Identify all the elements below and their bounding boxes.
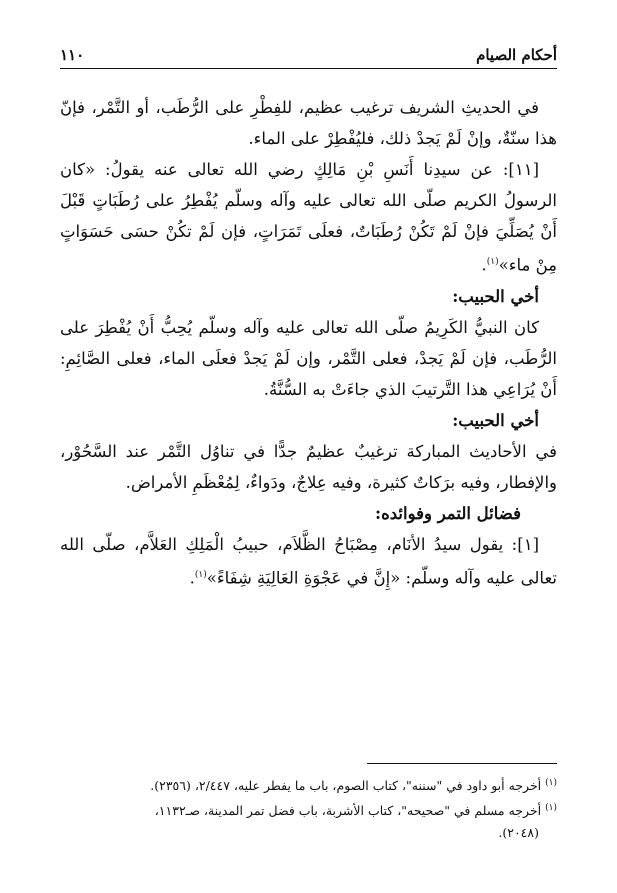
footnote-2-marker: (١) [545,803,557,814]
paragraph-1: في الحديثِ الشريف ترغيب عظيم، للفِطْرِ على الرُّطَب، أو التَّمْر، فإنّ هذا سنّةٌ، وإنْ لَمْ يَجدْ ذلك، فليُفْطِرْ على الماء. [60,98,557,148]
footnote-2-text: أخرجه مسلم في "صحيحه"، كتاب الأشربة، باب فضل تمر المدينة، صـ١١٣٢، [154,803,542,819]
paragraph-3: كان النبيُّ الكَرِيمُ صلّى الله تعالى عليه وآله وسلّم يُحِبُّ أَنْ يُفْطِرَ على الرُّطَب، فإن لَمْ يَجدْ، فعلى التَّمْر، وإن لَمْ يَجدْ فعلَى الماء، فعلى الصَّائِمِ: أَنْ يُرَاعِي هذا التَّرتيبَ الذي جاءَتْ به السُّنَّةُ. [60,317,557,399]
paragraph-4: في الأحاديث المباركة ترغيبٌ عظيمٌ جدًّا في تناوُل التَّمْر عند السَّحُوْر، والإفطار، وفيه برَكاتٌ كثيرة، وفيه عِلاجٌ، ودَواءٌ، لِمُعْظَمِ الأمراض. [60,441,557,492]
page-body [60,92,557,593]
footnote-ref-1[interactable]: (١) [486,257,499,267]
hadith-1-end: . [189,568,195,587]
hadith-1-text: [١]: يقول سيدُ الأنَام، مِصْبَاحُ الظَّلاَم، حبيبُ الْمَلِكِ العَلاَّم، صلّى الله تعالى عليه وآله وسلّم: «إِنَّ في عَجْوَةِ العَالِيَةِ شِفَاءً» [60,534,557,587]
paragraph-hadith-1 [60,529,557,594]
footnote-1-text: أخرجه أبو داود في "سننه"، كتاب الصوم، باب ما يفطر عليه، ٢/٤٤٧، (٢٣٥٦). [150,778,542,794]
footnote-ref-2[interactable]: (١) [194,569,207,580]
section-heading-1: أخي الحبيب: [452,286,539,306]
footnotes [60,772,557,844]
footnote-2-continuation: (٢٠٤٨). [498,825,539,841]
section-heading-2: أخي الحبيب: [452,410,539,430]
footnote-divider [367,763,557,764]
page-number: ١١٠ [60,46,85,64]
section-heading-3: فضائل التمر وفوائده: [375,503,521,523]
paragraph-hadith-11 [60,154,557,281]
footnote-1-marker: (١) [545,778,557,788]
footnote-2 [60,797,557,822]
running-title: أحكام الصيام [476,46,557,64]
footnote-1 [60,772,557,797]
hadith-11-text: [١١]: عن سيدِنا أَنَسِ بْنِ مَالِكٍ رضي الله تعالى عنه يقولُ: «كان الرسولُ الكريم صلّى الله تعالى عليه وآله وسلّم يُفْطِرُ على رُطَبَاتٍ قَبْلَ أَنْ يُصَلِّيَ فإنْ لَمْ تَكُنْ رُطَبَاتٌ، فعلَى تَمَرَاتٍ، فإن لَمْ تكُنْ حسَى حَسَوَاتٍ مِنْ ماء» [60,160,557,275]
hadith-11-end: . [481,255,487,275]
page-header [60,34,557,69]
